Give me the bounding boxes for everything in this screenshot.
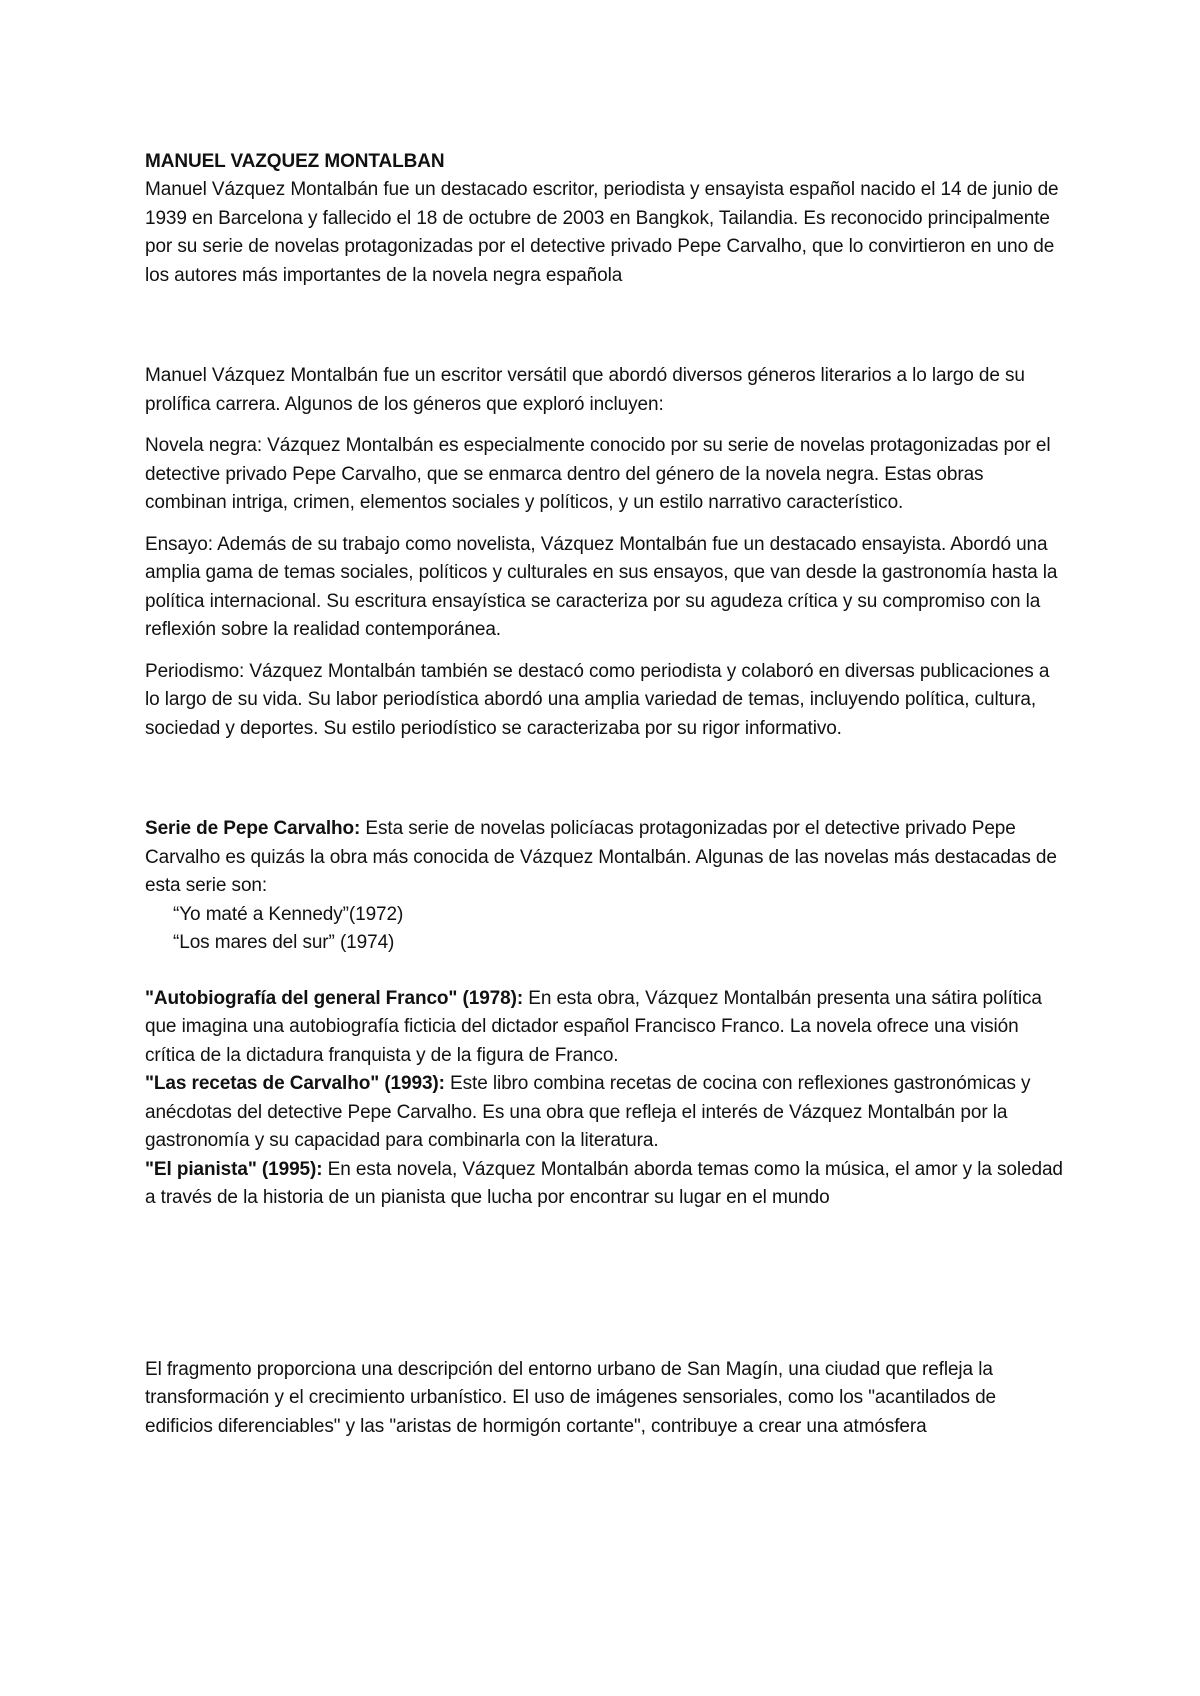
work-paragraph-franco (145, 985, 1065, 1071)
serie-item: “Yo maté a Kennedy”(1972) (173, 903, 404, 925)
intro-paragraph: Manuel Vázquez Montalbán fue un destacado escritor, periodista y ensayista español nacido el 14 de junio de 1939 en Barcelona y fallecido el 18 de octubre de 2003 en Bangkok, Tailandia. Es reconocido principalmente por su serie de novelas protagonizadas por el detective privado Pepe Carvalho, que lo convirtieron en uno de los autores más importantes de la novela negra española (145, 179, 1059, 286)
work-text: En esta obra, Vázquez Montalbán presenta una sátira política que imagina una autobiografía ficticia del dictador español Francisco Franco. La novela ofrece una visión crítica de la dictadura franquista y de la figura de Franco. (145, 987, 1042, 1066)
document-title: MANUEL VAZQUEZ MONTALBAN (145, 151, 445, 172)
work-paragraph-pianista (145, 1156, 1065, 1213)
genres-intro-paragraph: Manuel Vázquez Montalbán fue un escritor versátil que abordó diversos géneros literarios a lo largo de su prolífica carrera. Algunos de los géneros que exploró incluyen: (145, 365, 1025, 415)
serie-paragraph (145, 815, 1065, 901)
serie-text: Esta serie de novelas policíacas protagonizadas por el detective privado Pepe Carvalho es quizás la obra más conocida de Vázquez Montalbán. Algunas de las novelas más destacadas de esta serie son: (145, 818, 1057, 896)
novela-negra-paragraph: Novela negra: Vázquez Montalbán es especialmente conocido por su serie de novelas protagonizadas por el detective privado Pepe Carvalho, que se enmarca dentro del género de la novela negra. Estas obras combinan intriga, crimen, elementos sociales y políticos, y un estilo narrativo característico. (145, 435, 1051, 513)
serie-label: Serie de Pepe Carvalho: (145, 818, 361, 839)
periodismo-paragraph: Periodismo: Vázquez Montalbán también se destacó como periodista y colaboró en diversas publicaciones a lo largo de su vida. Su labor periodística abordó una amplia variedad de temas, incluyendo política, cultura, sociedad y deportes. Su estilo periodístico se caracterizaba por su rigor informativo. (145, 660, 1050, 739)
fragment-paragraph: El fragmento proporciona una descripción del entorno urbano de San Magín, una ciudad que refleja la transformación y el crecimiento urbanístico. El uso de imágenes sensoriales, como los "acantilados de edificios diferenciables" y las "aristas de hormigón cortante", contribuye a crear una atmósfera (145, 1358, 997, 1437)
work-text: Este libro combina recetas de cocina con reflexiones gastronómicas y anécdotas del detective Pepe Carvalho. Es una obra que refleja el interés de Vázquez Montalbán por la gastronomía y su capacidad para combinarla con la literatura. (145, 1073, 1031, 1151)
work-label: "Las recetas de Carvalho" (145, 1073, 380, 1094)
work-text: En esta novela, Vázquez Montalbán aborda temas como la música, el amor y la soledad a través de la historia de un pianista que lucha por encontrar su lugar en el mundo (145, 1158, 1063, 1208)
work-paragraph-recetas (145, 1070, 1065, 1156)
ensayo-paragraph: Ensayo: Además de su trabajo como novelista, Vázquez Montalbán fue un destacado ensayista. Abordó una amplia gama de temas sociales, políticos y culturales en sus ensayos, que van desde la gastronomía hasta la política internacional. Su escritura ensayística se caracteriza por su agudeza crítica y su compromiso con la reflexión sobre la realidad contemporánea. (145, 533, 1058, 640)
work-label: "El pianista" (145, 1158, 257, 1180)
serie-item: “Los mares del sur” (1974) (173, 932, 395, 953)
work-label-year: (1993): (379, 1073, 445, 1094)
work-label: "Autobiografía del general Franco" (1978): (145, 987, 524, 1009)
work-label-year: (1995): (256, 1158, 323, 1180)
document-body (145, 148, 1065, 1441)
